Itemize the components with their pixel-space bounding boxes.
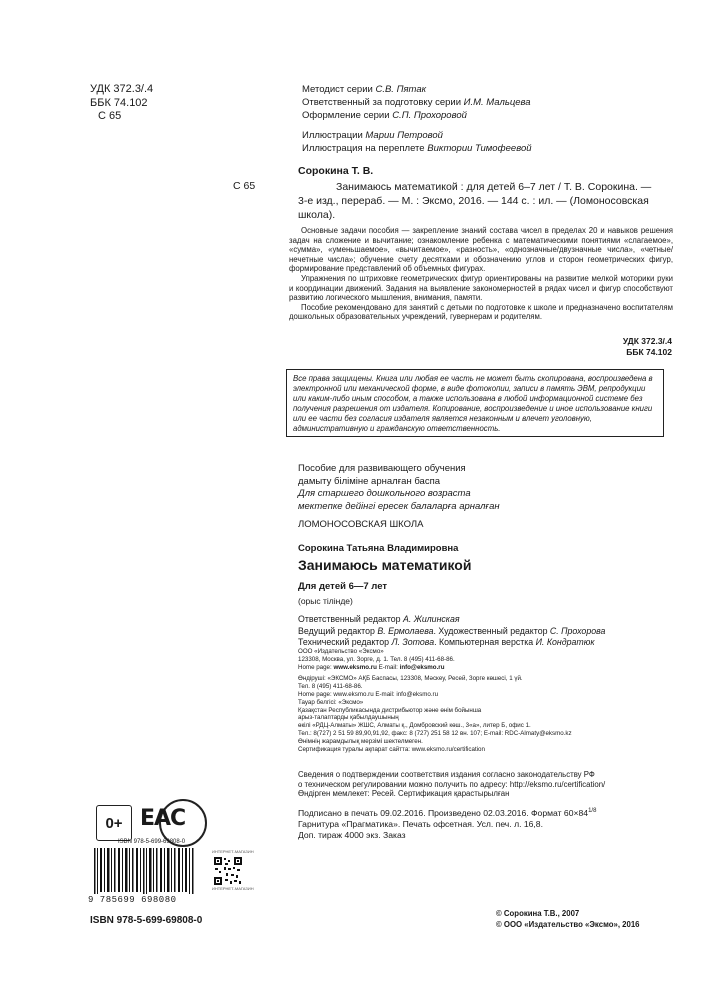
- printing-block: [298, 806, 596, 841]
- qr-code-icon[interactable]: [214, 857, 242, 885]
- art-editor-label: . Художественный редактор: [433, 625, 550, 636]
- copyright-author: © Сорокина Т.В., 2007: [496, 909, 580, 918]
- isbn-small: ISBN 978-5-699-69808-0: [118, 839, 186, 845]
- resp-editor-name: А. Жилинская: [403, 614, 460, 624]
- methodist-name: С.В. Пятак: [375, 84, 427, 95]
- responsible-name: И.М. Мальцева: [463, 97, 531, 108]
- series-name: ЛОМОНОСОВСКАЯ ШКОЛА: [298, 519, 424, 530]
- rights-notice: Все права защищены. Книга или любая ее часть не может быть скопирована, воспроизведена в электронной или механической форме, в виде фотокопии, записи в память ЭВМ, репродукции или каким-либо иным способом, а также использована в любой информационной системе без получения разрешения от издателя. Копирование, воспроизведение и иное использование книги или ее части без согласия издателя является незаконным и влечет уголовную, административную и гражданскую ответственность.: [286, 369, 664, 437]
- udk-code: УДК 372.3/.4: [90, 83, 154, 95]
- book-title: Занимаюсь математикой: [298, 557, 472, 573]
- cover-label: Иллюстрация на переплете: [302, 143, 428, 154]
- design-name: С.П. Прохоровой: [392, 110, 467, 121]
- publisher-kz-line: Өнімнің жарамдылық мерзімі шектелмеген.: [298, 737, 423, 745]
- lead-editor-name: В. Ермолаева: [377, 625, 434, 636]
- udk-right-block: [560, 336, 672, 358]
- publisher-kz-line: арыз-талаптарды қабылдаушының: [298, 714, 399, 722]
- abstract-paragraph: Упражнения по штриховке геометрических фигур ориентированы на развитие мелкой моторики руки и координации движений. Задания на выявление закономерностей в рядах чисел и фигур способствуют развитию логического мышления, внимания, памяти.: [289, 273, 673, 303]
- conformity-line: о техническом регулировании можно получить по адресу: http://eksmo.ru/certification/: [298, 779, 606, 789]
- abstract-paragraph: Пособие рекомендовано для занятий с детьми по подготовке к школе и предназначено воспитателям дошкольных образовательных учреждений, гувернерам и родителям.: [289, 302, 673, 322]
- bib-line-3: школа).: [298, 209, 336, 221]
- printing-line: Гарнитура «Прагматика». Печать офсетная. Усл. печ. л. 16,8.: [298, 818, 543, 829]
- age-group-line-kz: мектепке дейінгі ересек балаларға арналған: [298, 500, 500, 512]
- copyright-publisher: © ООО «Издательство «Эксмо», 2016: [496, 919, 640, 929]
- abstract: [289, 226, 673, 322]
- conformity-line: Өндірген мемлекет: Ресей. Сертификация қарастырылған: [298, 789, 510, 799]
- publisher-block: [298, 648, 678, 753]
- record-code: С 65: [233, 180, 256, 192]
- conformity-block: [298, 770, 605, 799]
- home-page-label: Home page:: [298, 663, 334, 671]
- methodist-label: Методист серии: [302, 84, 376, 95]
- tech-editor-label: Технический редактор: [298, 637, 392, 647]
- staff-credits: [302, 83, 532, 155]
- publisher-kz-line: Тауар белгісі: «Эксмо»: [298, 698, 364, 706]
- publisher-address: 123308, Москва, ул. Зорге, д. 1. Тел. 8 (495) 411-68-86.: [298, 655, 455, 663]
- publisher-kz-line: Home page: www.eksmo.ru E-mail: info@eksmo.ru: [298, 690, 439, 698]
- record-author: Сорокина Т. В.: [298, 165, 374, 177]
- publisher-kz-line: Тел. 8 (495) 411-68-86.: [298, 683, 363, 691]
- book-age: Для детей 6—7 лет: [298, 581, 388, 592]
- qr-caption: ИНТЕРНЕТ-МАГАЗИН: [212, 849, 254, 854]
- copyright-block: [496, 909, 640, 930]
- resp-editor-label: Ответственный редактор: [298, 614, 403, 624]
- author-fullname: Сорокина Татьяна Владимировна: [298, 543, 459, 554]
- illustrations-label: Иллюстрации: [302, 130, 366, 141]
- email-label: E-mail:: [376, 663, 400, 671]
- tech-editor-line: [298, 637, 605, 649]
- barcode-icon: [92, 848, 202, 896]
- publisher-contacts: [298, 664, 678, 672]
- responsible-label: Ответственный за подготовку серии: [302, 97, 464, 108]
- isbn-main: ISBN 978-5-699-69808-0: [90, 915, 203, 926]
- art-editor-name: С. Прохорова: [549, 625, 606, 636]
- publisher-kz-line: Тел.: 8(727) 2 51 59 89,90,91,92, факс: 8 (727) 251 58 12 вн. 107; E-mail: RDC-Almaty@eksmo.kz: [298, 729, 572, 737]
- methodist-line: [302, 83, 532, 96]
- qr-caption-bottom: ИНТЕРНЕТ-МАГАЗИН: [212, 886, 254, 891]
- printing-line: Доп. тираж 4000 экз. Заказ: [298, 829, 406, 840]
- resp-editor-line: [298, 614, 605, 626]
- home-page-link[interactable]: www.eksmo.ru: [333, 663, 377, 671]
- barcode-digits: 9 785699 698080: [88, 895, 177, 905]
- purpose-line-kz: дамыту біліміне арналған баспа: [298, 475, 441, 487]
- illustrations-name: Марии Петровой: [365, 130, 443, 141]
- email-link[interactable]: info@eksmo.ru: [399, 663, 445, 671]
- editors-block: [298, 614, 605, 649]
- cover-line: [302, 142, 532, 155]
- lead-editor-label: Ведущий редактор: [298, 625, 378, 636]
- publisher-kz-line: Қазақстан Республикасында дистрибьютор және өнім бойынша: [298, 706, 482, 714]
- purpose-line: Пособие для развивающего обучения: [298, 463, 466, 474]
- format-fraction: 1/8: [588, 808, 597, 814]
- purpose-block: [298, 463, 500, 532]
- book-language: (орыс тілінде): [298, 596, 353, 606]
- age-group-line: Для старшего дошкольного возраста: [298, 488, 471, 499]
- eac-mark: ЕАС: [140, 806, 186, 831]
- responsible-line: [302, 96, 532, 109]
- publisher-kz-line: өкілі «РДЦ-Алматы» ЖШС, Алматы қ., Домбровский көш., 3«а», литер Б, офис 1.: [298, 722, 531, 730]
- bib-line-2: 3-е изд., перераб. — М. : Эксмо, 2016. — 144 с. : ил. — (Ломоносовская: [298, 195, 649, 207]
- age-rating-badge: 0+: [96, 805, 132, 841]
- printing-format: Подписано в печать 09.02.2016. Произведено 02.03.2016. Формат 60×84: [298, 807, 589, 818]
- publisher-kz-line: Сертификация туралы ақпарат сайтта: www.eksmo.ru/certification: [298, 745, 485, 753]
- udk-left-block: [90, 83, 153, 124]
- design-line: [302, 109, 532, 122]
- bib-line-1: Занимаюсь математикой : для детей 6–7 лет / Т. В. Сорокина. —: [336, 181, 652, 193]
- printing-line: [298, 806, 596, 819]
- lead-editor-line: [298, 626, 605, 638]
- publisher-name: ООО «Издательство «Эксмо»: [298, 648, 384, 655]
- bbk-code-right: ББК 74.102: [626, 347, 672, 357]
- abstract-paragraph: Основные задачи пособия — закрепление знаний состава чисел в пределах 20 и навыков решения задач на сложение и вычитание; ознакомление ребенка с математическими понятиями «слагаемое», «сумма», «уменьшаемое», «вычитаемое», «разность», «однозначные/двузначные числа», «четные/нечетные числа»; обучение счету десятками и обозначению углов и сторон геометрических фигур, формирование представлений об объемных фигурах.: [289, 226, 673, 274]
- layout-label: . Компьютерная верстка: [434, 637, 536, 647]
- bibliographic-record: [298, 180, 673, 222]
- layout-name: И. Кондратюк: [535, 637, 595, 647]
- conformity-line: Сведения о подтверждении соответствия издания согласно законодательству РФ: [298, 770, 595, 779]
- publisher-kz-line: Өндіруші: «ЭКСМО» АҚБ Баспасы, 123308, Мәскеу, Ресей, Зорге көшесі, 1 үй.: [298, 675, 523, 683]
- bbk-code: ББК 74.102: [90, 96, 148, 109]
- cover-name: Виктории Тимофеевой: [427, 143, 532, 154]
- author-sign: С 65: [98, 110, 122, 122]
- illustrations-line: [302, 129, 532, 142]
- design-label: Оформление серии: [302, 110, 393, 121]
- tech-editor-name: Л. Зотова: [391, 637, 435, 647]
- udk-code-right: УДК 372.3/.4: [622, 336, 672, 346]
